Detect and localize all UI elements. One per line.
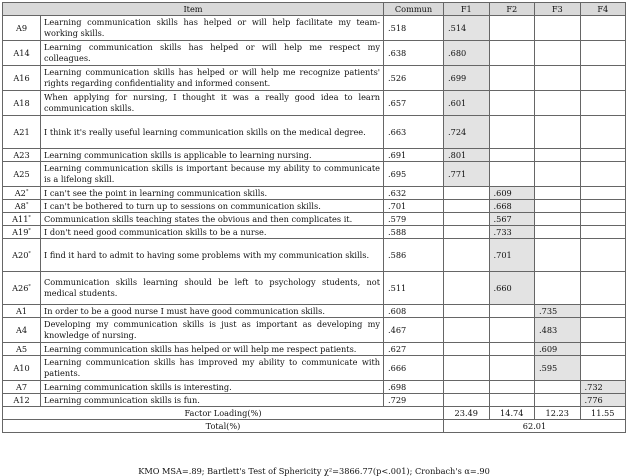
- item-code: [3, 149, 41, 162]
- reverse-coded-marker: *: [28, 213, 31, 220]
- empty-cell: [580, 41, 626, 66]
- communality-value: .701: [384, 200, 444, 213]
- loading-f1: .771: [444, 162, 490, 187]
- item-text: When applying for nursing, I thought it was a really good idea to learn communication skills.: [41, 91, 384, 116]
- communality-value: .663: [384, 116, 444, 149]
- header-f3: F3: [535, 3, 581, 16]
- item-code-text: A7: [15, 381, 28, 392]
- empty-cell: [444, 381, 490, 394]
- item-code-text: A26: [12, 282, 29, 293]
- empty-cell: [580, 226, 626, 239]
- empty-cell: [580, 200, 626, 213]
- item-code-text: A23: [13, 149, 30, 160]
- empty-cell: [444, 318, 490, 343]
- empty-cell: [580, 343, 626, 356]
- communality-value: .638: [384, 41, 444, 66]
- loading-f3: .735: [535, 305, 581, 318]
- item-code: [3, 91, 41, 116]
- empty-cell: [580, 305, 626, 318]
- loading-f4: .776: [580, 394, 626, 407]
- item-code: [3, 381, 41, 394]
- empty-cell: [580, 318, 626, 343]
- loading-f2: .668: [489, 200, 535, 213]
- item-code-text: A19: [12, 226, 29, 237]
- empty-cell: [535, 149, 581, 162]
- empty-cell: [489, 356, 535, 381]
- header-f2: F2: [489, 3, 535, 16]
- loading-f2: .609: [489, 187, 535, 200]
- item-code-text: A12: [13, 394, 30, 405]
- factor-loading-f2: 14.74: [489, 407, 535, 420]
- empty-cell: [535, 66, 581, 91]
- item-code-text: A11: [12, 213, 29, 224]
- loading-f2: .660: [489, 272, 535, 305]
- empty-cell: [580, 16, 626, 41]
- table-row: [3, 200, 626, 213]
- communality-value: .518: [384, 16, 444, 41]
- item-code-text: A25: [13, 168, 30, 179]
- loading-f2: .733: [489, 226, 535, 239]
- item-code: [3, 394, 41, 407]
- table-row: [3, 66, 626, 91]
- header-f1: F1: [444, 3, 490, 16]
- communality-value: .627: [384, 343, 444, 356]
- table-row: [3, 356, 626, 381]
- communality-value: .691: [384, 149, 444, 162]
- item-text: Learning communication skills has helped or will help me respect patients.: [41, 343, 384, 356]
- empty-cell: [535, 226, 581, 239]
- reverse-coded-marker: *: [25, 187, 29, 194]
- loading-f1: .680: [444, 41, 490, 66]
- loading-f3: .609: [535, 343, 581, 356]
- item-code: [3, 187, 41, 200]
- empty-cell: [444, 305, 490, 318]
- empty-cell: [535, 213, 581, 226]
- reverse-coded-marker: *: [28, 249, 31, 256]
- table-row: [3, 226, 626, 239]
- item-code: [3, 66, 41, 91]
- item-text: Communication skills teaching states the obvious and then complicates it.: [41, 213, 384, 226]
- header-row: [3, 3, 626, 16]
- communality-value: .467: [384, 318, 444, 343]
- item-text: In order to be a good nurse I must have good communication skills.: [41, 305, 384, 318]
- item-code: [3, 343, 41, 356]
- item-code: [3, 356, 41, 381]
- item-text: Developing my communication skills is just as important as developing my knowledge of nursing.: [41, 318, 384, 343]
- item-code: [3, 305, 41, 318]
- table-row: [3, 149, 626, 162]
- item-text: I can't see the point in learning communication skills.: [41, 187, 384, 200]
- item-code: [3, 272, 41, 305]
- empty-cell: [489, 305, 535, 318]
- communality-value: .608: [384, 305, 444, 318]
- item-code-text: A9: [15, 22, 28, 33]
- table-row: [3, 116, 626, 149]
- loading-f1: .801: [444, 149, 490, 162]
- empty-cell: [535, 162, 581, 187]
- loading-f3: .483: [535, 318, 581, 343]
- communality-value: .511: [384, 272, 444, 305]
- item-code-text: A4: [15, 324, 28, 335]
- item-text: Communication skills learning should be left to psychology students, not medical students.: [41, 272, 384, 305]
- factor-loading-f1: 23.49: [444, 407, 490, 420]
- item-text: Learning communication skills is fun.: [41, 394, 384, 407]
- reverse-coded-marker: *: [25, 200, 29, 207]
- empty-cell: [580, 162, 626, 187]
- loading-f1: .724: [444, 116, 490, 149]
- table-row: [3, 272, 626, 305]
- empty-cell: [444, 272, 490, 305]
- item-text: Learning communication skills is important because my ability to communicate is a lifelong skill.: [41, 162, 384, 187]
- empty-cell: [580, 187, 626, 200]
- table-row: [3, 318, 626, 343]
- item-code-text: A16: [13, 72, 30, 83]
- empty-cell: [489, 343, 535, 356]
- item-code-text: A8: [14, 200, 26, 211]
- table-row: [3, 343, 626, 356]
- item-text: Learning communication skills has helped or will help facilitate my team-working skills.: [41, 16, 384, 41]
- empty-cell: [444, 213, 490, 226]
- empty-cell: [580, 66, 626, 91]
- empty-cell: [580, 272, 626, 305]
- item-code-text: A10: [13, 362, 30, 373]
- empty-cell: [489, 149, 535, 162]
- item-code: [3, 200, 41, 213]
- empty-cell: [444, 343, 490, 356]
- header-commun: Commun: [384, 3, 444, 16]
- item-code: [3, 16, 41, 41]
- item-code-text: A20: [12, 249, 29, 260]
- communality-value: .666: [384, 356, 444, 381]
- empty-cell: [489, 91, 535, 116]
- empty-cell: [444, 187, 490, 200]
- item-text: Learning communication skills is interesting.: [41, 381, 384, 394]
- empty-cell: [535, 187, 581, 200]
- communality-value: .526: [384, 66, 444, 91]
- item-code-text: A21: [13, 126, 30, 137]
- table-row: [3, 394, 626, 407]
- item-code-text: A1: [15, 305, 28, 316]
- total-label: Total(%): [3, 420, 444, 433]
- empty-cell: [489, 41, 535, 66]
- empty-cell: [489, 116, 535, 149]
- empty-cell: [535, 16, 581, 41]
- header-item: Item: [3, 3, 384, 16]
- communality-value: .586: [384, 239, 444, 272]
- item-code: [3, 41, 41, 66]
- empty-cell: [580, 116, 626, 149]
- empty-cell: [489, 16, 535, 41]
- empty-cell: [489, 381, 535, 394]
- empty-cell: [489, 162, 535, 187]
- loading-f1: .514: [444, 16, 490, 41]
- empty-cell: [535, 200, 581, 213]
- loading-f3: .595: [535, 356, 581, 381]
- communality-value: .588: [384, 226, 444, 239]
- loading-f4: .732: [580, 381, 626, 394]
- item-text: Learning communication skills has helped or will help me recognize patients' rights regarding confidentiality and informed consent.: [41, 66, 384, 91]
- table-row: [3, 381, 626, 394]
- empty-cell: [535, 394, 581, 407]
- factor-loading-row: [3, 407, 626, 420]
- item-text: Learning communication skills is applicable to learning nursing.: [41, 149, 384, 162]
- table-row: [3, 213, 626, 226]
- reverse-coded-marker: *: [28, 282, 31, 289]
- item-code-text: A14: [13, 47, 30, 58]
- communality-value: .632: [384, 187, 444, 200]
- table-row: [3, 239, 626, 272]
- header-f4: F4: [580, 3, 626, 16]
- empty-cell: [580, 239, 626, 272]
- communality-value: .729: [384, 394, 444, 407]
- communality-value: .579: [384, 213, 444, 226]
- empty-cell: [580, 213, 626, 226]
- item-code: [3, 116, 41, 149]
- empty-cell: [444, 200, 490, 213]
- loading-f2: .701: [489, 239, 535, 272]
- table-row: [3, 16, 626, 41]
- item-code: [3, 213, 41, 226]
- item-code: [3, 239, 41, 272]
- loading-f1: .699: [444, 66, 490, 91]
- table-row: [3, 305, 626, 318]
- empty-cell: [580, 149, 626, 162]
- empty-cell: [489, 394, 535, 407]
- empty-cell: [535, 239, 581, 272]
- table-body: [3, 16, 626, 407]
- item-code-text: A18: [13, 97, 30, 108]
- table-row: [3, 91, 626, 116]
- item-code-text: A2: [14, 187, 26, 198]
- empty-cell: [535, 272, 581, 305]
- item-code-text: A5: [15, 343, 28, 354]
- factor-loading-f3: 12.23: [535, 407, 581, 420]
- loading-f2: .567: [489, 213, 535, 226]
- empty-cell: [535, 91, 581, 116]
- empty-cell: [580, 91, 626, 116]
- empty-cell: [444, 356, 490, 381]
- item-code: [3, 318, 41, 343]
- table-row: [3, 162, 626, 187]
- empty-cell: [489, 66, 535, 91]
- item-text: Learning communication skills has improved my ability to communicate with patients.: [41, 356, 384, 381]
- factor-loading-label: Factor Loading(%): [3, 407, 444, 420]
- factor-loading-f4: 11.55: [580, 407, 626, 420]
- total-row: [3, 420, 626, 433]
- item-text: Learning communication skills has helped or will help me respect my colleagues.: [41, 41, 384, 66]
- table-row: [3, 187, 626, 200]
- empty-cell: [535, 381, 581, 394]
- empty-cell: [444, 239, 490, 272]
- empty-cell: [444, 394, 490, 407]
- factor-analysis-table: [2, 2, 626, 433]
- loading-f1: .601: [444, 91, 490, 116]
- communality-value: .657: [384, 91, 444, 116]
- empty-cell: [580, 356, 626, 381]
- empty-cell: [535, 41, 581, 66]
- empty-cell: [535, 116, 581, 149]
- item-text: I think it's really useful learning communication skills on the medical degree.: [41, 116, 384, 149]
- item-code: [3, 226, 41, 239]
- table-footnote: KMO MSA=.89; Bartlett's Test of Sphericity χ²=3866.77(p<.001); Cronbach's α=.90: [138, 466, 490, 476]
- reverse-coded-marker: *: [28, 226, 31, 233]
- item-text: I don't need good communication skills to be a nurse.: [41, 226, 384, 239]
- total-value: 62.01: [444, 420, 626, 433]
- empty-cell: [444, 226, 490, 239]
- communality-value: .698: [384, 381, 444, 394]
- item-text: I can't be bothered to turn up to sessions on communication skills.: [41, 200, 384, 213]
- communality-value: .695: [384, 162, 444, 187]
- item-text: I find it hard to admit to having some problems with my communication skills.: [41, 239, 384, 272]
- empty-cell: [489, 318, 535, 343]
- table-row: [3, 41, 626, 66]
- item-code: [3, 162, 41, 187]
